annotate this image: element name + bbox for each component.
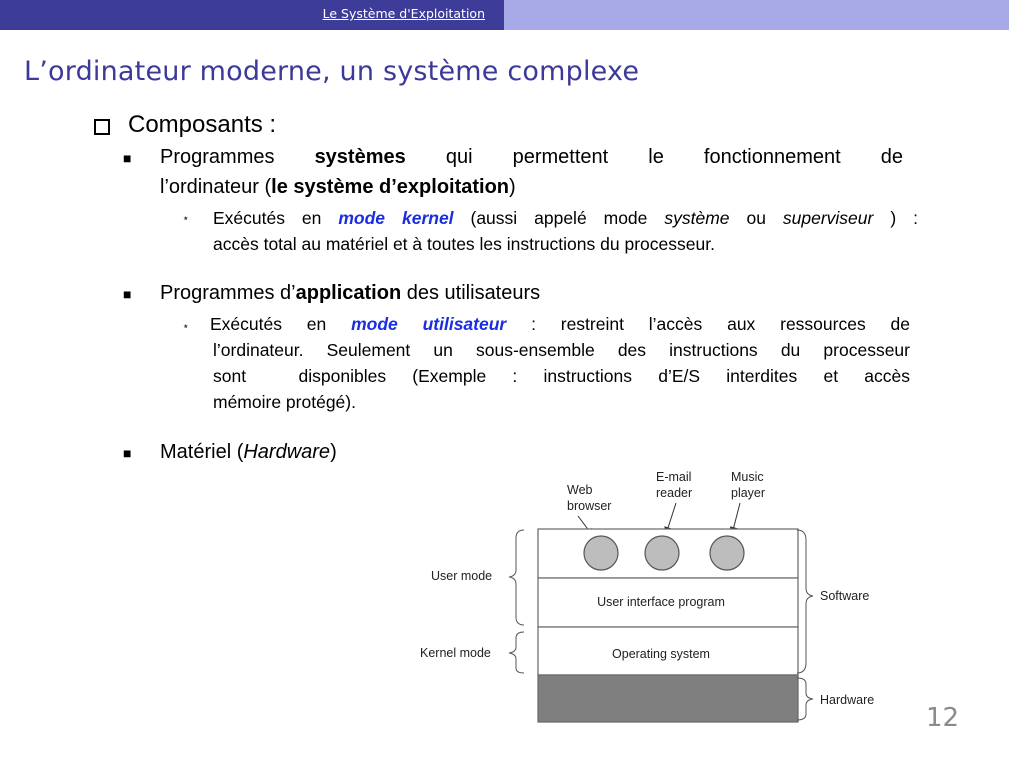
brace-user-mode bbox=[509, 530, 524, 625]
square-bullet-icon: ■ bbox=[123, 445, 132, 461]
item-1-line-2: l’ordinateur (le système d’exploitation) bbox=[160, 176, 516, 198]
layer-hardware bbox=[538, 675, 798, 722]
app-label-web-1: Web bbox=[567, 483, 593, 497]
item-1-line-1: Programmes systèmes qui permettent le fonctionnement de bbox=[160, 146, 903, 168]
app-circle-music bbox=[710, 536, 744, 570]
item-1-sub-line-1: Exécutés en mode kernel (aussi appelé mode système ou superviseur ) : bbox=[213, 208, 918, 228]
item-2-sub-line-3: sont disponibles (Exemple : instructions d’E/S interdites et accès bbox=[213, 366, 910, 386]
section-title: Composants : bbox=[128, 111, 277, 138]
app-circle-email bbox=[645, 536, 679, 570]
software-label: Software bbox=[820, 589, 870, 603]
app-label-music-2: player bbox=[731, 486, 766, 500]
brace-kernel-mode bbox=[509, 632, 524, 673]
app-label-email-2: reader bbox=[656, 486, 693, 500]
hardware-label: Hardware bbox=[820, 693, 875, 707]
app-label-email-1: E-mail bbox=[656, 470, 692, 484]
brace-hardware bbox=[797, 678, 813, 720]
square-bullet-icon: ■ bbox=[123, 286, 132, 302]
star-bullet-icon: ⋆ bbox=[182, 211, 190, 225]
item-3-line-1: Matériel (Hardware) bbox=[160, 441, 337, 463]
item-2-sub-line-1: Exécutés en mode utilisateur : restreint l’accès aux ressources de bbox=[210, 314, 910, 334]
star-bullet-icon: ⋆ bbox=[182, 319, 190, 333]
app-circle-web bbox=[584, 536, 618, 570]
user-mode-label: User mode bbox=[431, 569, 493, 583]
item-2-sub-line-2: l’ordinateur. Seulement un sous-ensemble des instructions du processeur bbox=[213, 340, 910, 360]
brace-software bbox=[797, 530, 813, 673]
app-label-web-2: browser bbox=[567, 499, 612, 513]
page-number: 12 bbox=[926, 703, 960, 733]
kernel-mode-label: Kernel mode bbox=[420, 646, 491, 660]
ui-program-label: User interface program bbox=[597, 595, 725, 609]
item-2-sub-line-4: mémoire protégé). bbox=[213, 392, 356, 412]
os-label: Operating system bbox=[612, 647, 710, 661]
header-title[interactable]: Le Système d'Exploitation bbox=[0, 0, 504, 30]
app-label-music-1: Music bbox=[731, 470, 764, 484]
slide-title: L’ordinateur moderne, un système complexe bbox=[24, 56, 640, 87]
square-bullet-icon: ■ bbox=[123, 150, 132, 166]
item-1-sub-line-2: accès total au matériel et à toutes les instructions du processeur. bbox=[213, 234, 715, 254]
item-2-line-1: Programmes d’application des utilisateurs bbox=[160, 282, 541, 304]
